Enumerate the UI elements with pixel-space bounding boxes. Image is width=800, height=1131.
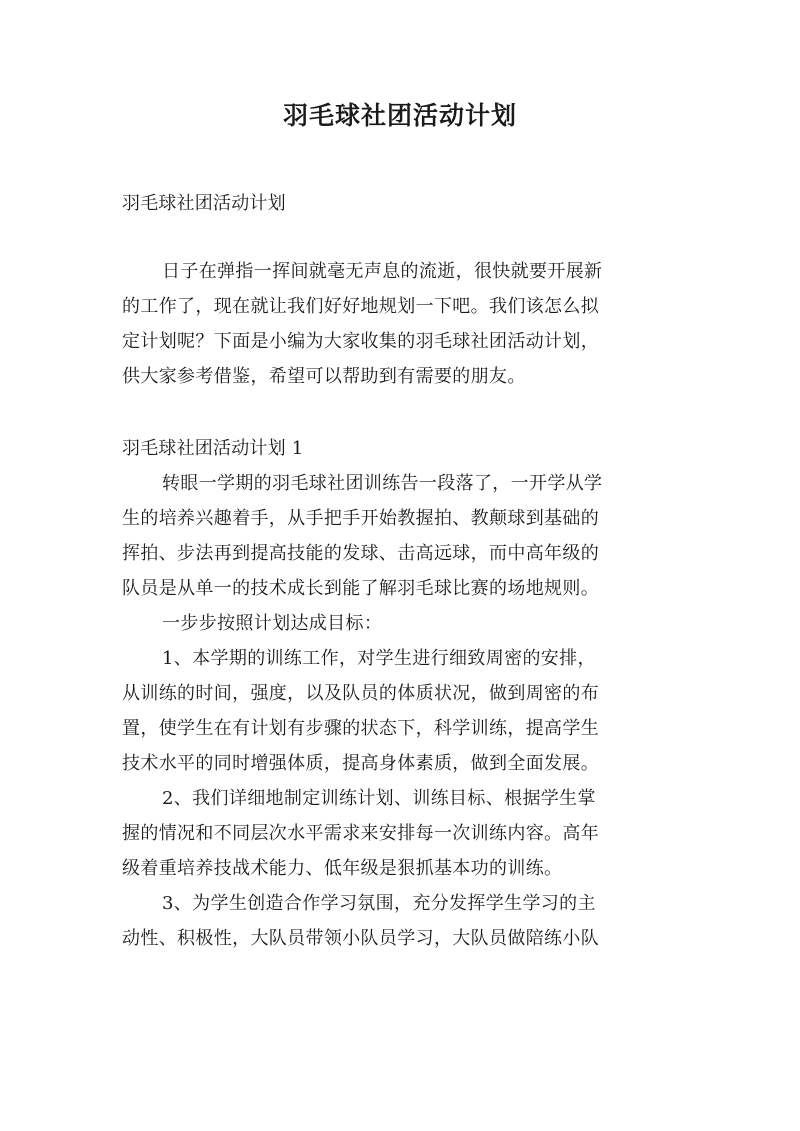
paragraph-spacer (122, 221, 694, 254)
intro-paragraph (122, 254, 694, 394)
section-line: 1、本学期的训练工作，对学生进行细致周密的安排， (162, 648, 596, 669)
document-subtitle: 羽毛球社团活动计划 (122, 193, 286, 214)
page-title: 羽毛球社团活动计划 (282, 101, 517, 130)
section-line: 一步步按照计划达成目标： (162, 613, 383, 634)
section-line: 生的培养兴趣着手，从手把手开始教握拍、教颠球到基础的 (122, 508, 600, 529)
intro-line: 日子在弹指一挥间就毫无声息的流逝，很快就要开展新 (162, 261, 603, 282)
section-line: 3、为学生创造合作学习氛围，充分发挥学生学习的主 (162, 893, 596, 914)
paragraph-spacer (122, 394, 694, 431)
section-line: 置，使学生在有计划有步骤的状态下，科学训练，提高学生 (122, 718, 600, 739)
section-line: 技术水平的同时增强体质，提高身体素质，做到全面发展。 (122, 753, 600, 774)
section-line: 握的情况和不同层次水平需求来安排每一次训练内容。高年 (122, 823, 600, 844)
intro-line: 供大家参考借鉴，希望可以帮助到有需要的朋友。 (122, 366, 526, 387)
section-line: 转眼一学期的羽毛球社团训练告一段落了，一开学从学 (162, 473, 603, 494)
section-line: 2、我们详细地制定训练计划、训练目标、根据学生掌 (162, 788, 596, 809)
section-line: 从训练的时间，强度，以及队员的体质状况，做到周密的布 (122, 683, 600, 704)
intro-line: 的工作了，现在就让我们好好地规划一下吧。我们该怎么拟 (122, 296, 600, 317)
section-title: 羽毛球社团活动计划 1 (122, 438, 304, 459)
section-line: 队员是从单一的技术成长到能了解羽毛球比赛的场地规则。 (122, 578, 600, 599)
section-line: 动性、积极性，大队员带领小队员学习，大队员做陪练小队 (122, 928, 600, 949)
section-line: 级着重培养技战术能力、低年级是狠抓基本功的训练。 (122, 858, 563, 879)
section-line: 挥拍、步法再到提高技能的发球、击高远球，而中高年级的 (122, 543, 600, 564)
document-body (122, 186, 694, 956)
intro-line: 定计划呢？下面是小编为大家收集的羽毛球社团活动计划， (122, 331, 600, 352)
section-body (122, 466, 694, 956)
